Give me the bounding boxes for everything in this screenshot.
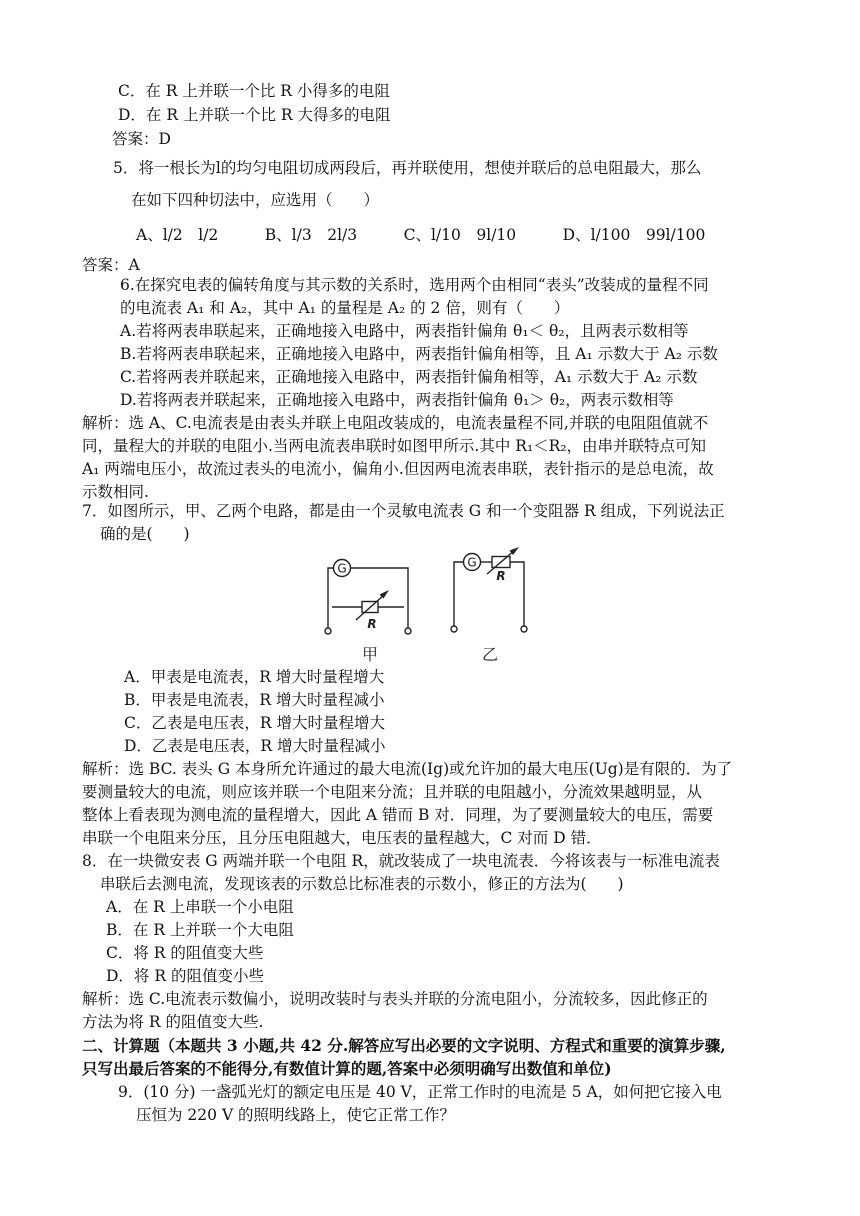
q6-option-c: C.若将两表并联起来，正确地接入电路中，两表指针偏角相等，A₁ 示数大于 A₂ 示数 bbox=[120, 368, 698, 386]
galvanometer-label-yi: G bbox=[467, 555, 477, 570]
section2-heading-line-2: 只写出最后答案的不能得分,有数值计算的题,答案中必须明确写出数值和单位) bbox=[82, 1059, 612, 1078]
q7-stem-line-2: 确的是( ) bbox=[100, 525, 190, 543]
q5-options: A、l/2 l/2 B、l/3 2l/3 C、l/10 9l/10 D、l/100 99l/100 bbox=[136, 226, 706, 244]
circuit-yi bbox=[451, 550, 527, 632]
terminal-jia-left bbox=[325, 628, 331, 634]
q7-option-c: C．乙表是电压表，R 增大时量程增大 bbox=[124, 714, 385, 732]
q8-option-c: C．将 R 的阻值变大些 bbox=[106, 944, 264, 962]
q8-stem-line-2: 串联后去测电流，发现该表的示数总比标准表的示数小，修正的方法为( ) bbox=[100, 875, 624, 893]
terminal-yi-left bbox=[451, 626, 457, 632]
q7-option-b: B．甲表是电流表，R 增大时量程减小 bbox=[124, 691, 385, 709]
q4-answer: 答案：D bbox=[112, 130, 171, 148]
q7-analysis-line-1: 解析：选 BC. 表头 G 本身所允许通过的最大电流(Ig)或允许加的最大电压(Ug)是有限的．为了 bbox=[82, 760, 733, 778]
resistor-label-jia: R bbox=[367, 617, 377, 631]
q5-answer: 答案：A bbox=[82, 256, 140, 274]
q8-option-a: A．在 R 上串联一个小电阻 bbox=[106, 898, 294, 916]
q6-analysis-line-2: 同，量程大的并联的电阻小.当两电流表串联时如图甲所示.其中 R₁＜R₂，由串并联特点可知 bbox=[82, 437, 707, 455]
q9-stem-line-2: 压恒为 220 V 的照明线路上，使它正常工作？ bbox=[136, 1106, 456, 1124]
q4-option-c: C．在 R 上并联一个比 R 小得多的电阻 bbox=[118, 82, 390, 100]
q5-stem-line-2: 在如下四种切法中，应选用（ ） bbox=[131, 191, 380, 209]
q7-option-a: A．甲表是电流表，R 增大时量程增大 bbox=[124, 668, 385, 686]
q6-stem-line-1: 6.在探究电表的偏转角度与其示数的关系时，选用两个由相同“表头”改装成的量程不同 bbox=[120, 276, 709, 294]
q8-option-d: D．将 R 的阻值变小些 bbox=[106, 967, 264, 985]
q6-option-a: A.若将两表串联起来，正确地接入电路中，两表指针偏角 θ₁＜ θ₂，且两表示数相等 bbox=[120, 322, 689, 340]
terminal-jia-right bbox=[405, 628, 411, 634]
q7-analysis-line-3: 整体上看表现为测电流的量程增大，因此 A 错而 B 对．同理，为了要测量较大的电压，需要 bbox=[82, 806, 714, 824]
q6-stem-line-2: 的电流表 A₁ 和 A₂，其中 A₁ 的量程是 A₂ 的 2 倍，则有（ ） bbox=[120, 299, 570, 317]
q7-stem-line-1: 7．如图所示，甲、乙两个电路，都是由一个灵敏电流表 G 和一个变阻器 R 组成，下列说法正 bbox=[82, 502, 725, 520]
section2-heading-line-1: 二、计算题（本题共 3 小题,共 42 分.解答应写出必要的文字说明、方程式和重要的演算步骤, bbox=[82, 1036, 726, 1055]
q8-analysis-line-1: 解析：选 C.电流表示数偏小，说明改装时与表头并联的分流电阻小，分流较多，因此修正的 bbox=[82, 990, 708, 1008]
terminal-yi-right bbox=[521, 626, 527, 632]
q5-stem-line-1: 5．将一根长为l的均匀电阻切成两段后，再并联使用，想使并联后的总电阻最大，那么 bbox=[113, 159, 702, 177]
q7-analysis-line-4: 串联一个电阻来分压，且分压电阻越大，电压表的量程越大，C 对而 D 错． bbox=[82, 829, 602, 847]
q6-analysis-line-4: 示数相同. bbox=[82, 483, 149, 501]
caption-jia: 甲 bbox=[361, 645, 379, 664]
q8-stem-line-1: 8．在一块微安表 G 两端并联一个电阻 R，就改装成了一块电流表．今将该表与一标准电流表 bbox=[82, 852, 720, 870]
q9-stem-line-1: 9．(10 分) 一盏弧光灯的额定电压是 40 V，正常工作时的电流是 5 A，如何把它接入电 bbox=[118, 1083, 722, 1101]
galvanometer-label-jia: G bbox=[337, 561, 347, 576]
q6-option-d: D.若将两表并联起来，正确地接入电路中，两表指针偏角 θ₁＞ θ₂，两表示数相等 bbox=[120, 391, 674, 409]
resistor-label-yi: R bbox=[496, 569, 506, 583]
q7-circuit-figure bbox=[318, 538, 548, 676]
caption-yi: 乙 bbox=[481, 645, 499, 664]
q6-analysis-line-3: A₁ 两端电压小，故流过表头的电流小，偏角小.但因两电流表串联，表针指示的是总电流，故 bbox=[82, 460, 714, 478]
q6-analysis-line-1: 解析：选 A、C.电流表是由表头并联上电阻改装成的，电流表量程不同,并联的电阻阻值就不 bbox=[82, 414, 709, 432]
q6-option-b: B.若将两表串联起来，正确地接入电路中，两表指针偏角相等，且 A₁ 示数大于 A₂ 示数 bbox=[120, 345, 718, 363]
q7-analysis-line-2: 要测量较大的电流，则应该并联一个电阻来分流；且并联的电阻越小，分流效果越明显，从 bbox=[82, 783, 703, 801]
q8-option-b: B．在 R 上并联一个大电阻 bbox=[106, 921, 294, 939]
q8-analysis-line-2: 方法为将 R 的阻值变大些. bbox=[82, 1013, 264, 1031]
q4-option-d: D．在 R 上并联一个比 R 大得多的电阻 bbox=[118, 106, 391, 124]
q7-option-d: D．乙表是电压表，R 增大时量程减小 bbox=[124, 737, 386, 755]
